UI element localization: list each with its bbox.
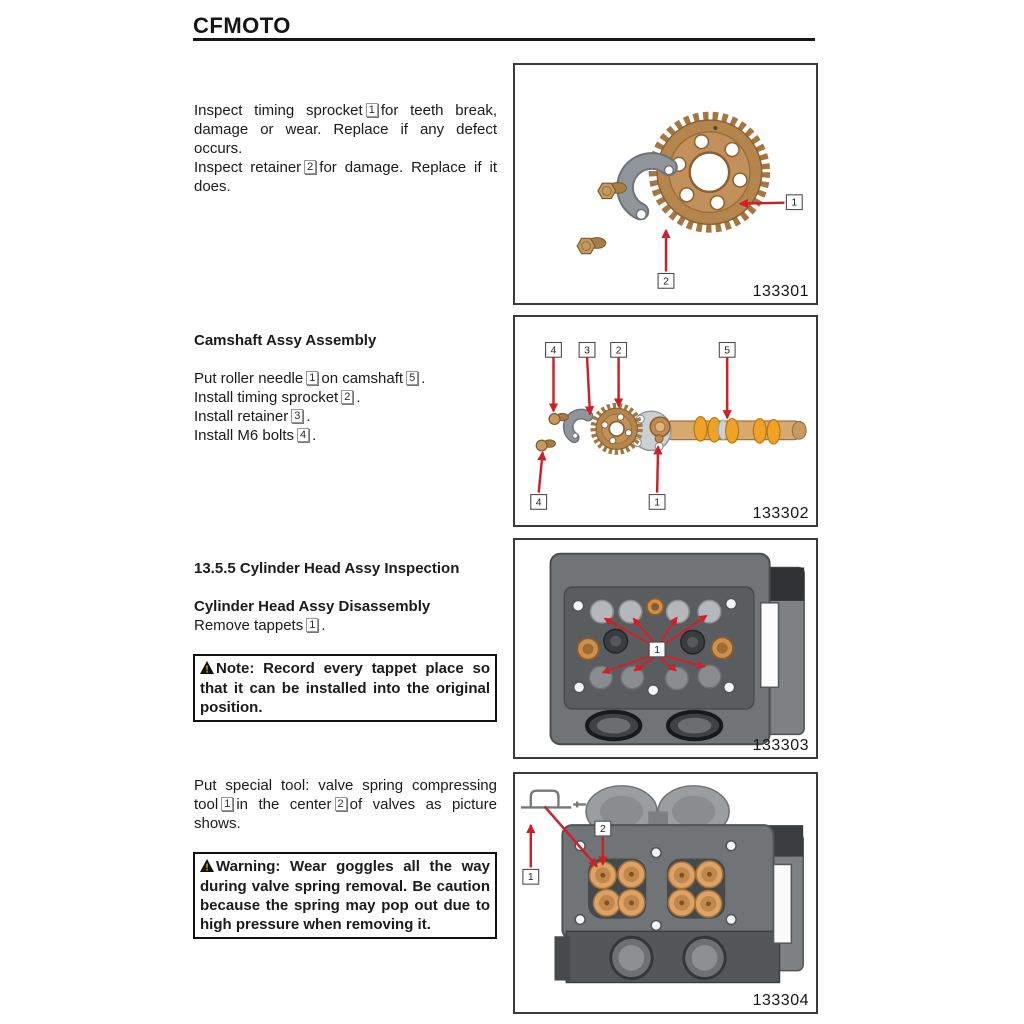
svg-text:2: 2 bbox=[599, 824, 606, 836]
note-box bbox=[193, 654, 497, 722]
text-segment: Install M6 bolts bbox=[194, 427, 295, 444]
warning-box bbox=[193, 852, 497, 939]
figure-callout-2 bbox=[611, 343, 627, 358]
svg-text:1: 1 bbox=[654, 644, 660, 656]
callout-chip: 1 bbox=[221, 797, 233, 811]
figure-callout-1 bbox=[523, 869, 539, 884]
instruction-line bbox=[194, 369, 497, 388]
head-disassembly-subheading: Cylinder Head Assy Disassembly bbox=[194, 598, 431, 615]
text-segment: . bbox=[321, 617, 326, 634]
callout-arrow bbox=[587, 357, 590, 414]
text-segment: Install retainer bbox=[194, 408, 289, 425]
callout-chip: 3 bbox=[291, 409, 303, 423]
svg-text:!: ! bbox=[205, 862, 209, 872]
text-segment: in the center bbox=[236, 796, 332, 813]
figure-cylinder-head-top bbox=[513, 538, 818, 759]
warning-icon bbox=[200, 660, 214, 679]
figure-callout-1 bbox=[649, 495, 665, 510]
svg-text:!: ! bbox=[205, 664, 209, 674]
camshaft-assembly-heading: Camshaft Assy Assembly bbox=[194, 332, 377, 349]
figure-number: 133304 bbox=[752, 992, 809, 1009]
instruction-line bbox=[194, 407, 497, 426]
text-segment: Put roller needle bbox=[194, 370, 304, 387]
figure-timing-sprocket bbox=[513, 63, 818, 305]
svg-text:2: 2 bbox=[663, 276, 669, 288]
figure-callout-4 bbox=[546, 343, 562, 358]
remove-tappets-line bbox=[194, 616, 497, 635]
figure-number: 133303 bbox=[752, 737, 809, 754]
text-segment: . bbox=[306, 408, 311, 425]
figure-number: 133302 bbox=[752, 505, 809, 522]
text-segment: Install timing sprocket bbox=[194, 389, 339, 406]
text-segment: of valves as picture shows. bbox=[194, 796, 497, 832]
figure-callout-2 bbox=[658, 273, 674, 288]
callout-arrow bbox=[657, 447, 658, 493]
callout-arrow bbox=[539, 452, 543, 492]
warning-icon bbox=[200, 858, 214, 877]
header-rule bbox=[193, 38, 815, 41]
figure-callout-3 bbox=[579, 343, 595, 358]
figure-callout-1 bbox=[786, 195, 802, 210]
text-segment: . bbox=[421, 370, 426, 387]
brand-logo: CFMOTO bbox=[193, 13, 291, 38]
svg-text:1: 1 bbox=[654, 497, 660, 509]
text-segment: Inspect timing sprocket bbox=[194, 102, 363, 119]
figure-callout-4b bbox=[531, 495, 547, 510]
figure-callout-2 bbox=[595, 821, 611, 836]
warning-text: Warning: Wear goggles all the way during valve spring removal. Be caution because the spring may pop out due to high pressure when removing it. bbox=[200, 858, 490, 933]
callout-chip: 1 bbox=[366, 103, 378, 117]
figure-camshaft-assembly bbox=[513, 315, 818, 527]
svg-text:2: 2 bbox=[615, 345, 622, 357]
figure-cylinder-head-valves bbox=[513, 772, 818, 1014]
figure-callout-5 bbox=[719, 343, 735, 358]
text-segment: for damage. Replace if it does. bbox=[194, 159, 497, 195]
svg-text:4: 4 bbox=[550, 345, 557, 357]
valve-spring-compressor-tool bbox=[521, 791, 586, 808]
cylinder-head-top-illustration bbox=[515, 540, 816, 757]
head-inspection-heading: 13.5.5 Cylinder Head Assy Inspection bbox=[194, 560, 460, 577]
text-segment: on camshaft bbox=[321, 370, 404, 387]
text-segment: . bbox=[356, 389, 361, 406]
svg-text:1: 1 bbox=[527, 872, 534, 884]
timing-sprocket-gear bbox=[594, 406, 639, 451]
figure-number: 133301 bbox=[752, 283, 809, 300]
camshaft-assembly-illustration bbox=[515, 317, 816, 525]
text-segment: Inspect retainer bbox=[194, 159, 302, 176]
figure-callout-1 bbox=[649, 642, 665, 657]
callout-chip: 2 bbox=[335, 797, 347, 811]
sprocket-bolt bbox=[577, 238, 606, 254]
callout-chip: 2 bbox=[341, 390, 353, 404]
note-text: Note: Record every tappet place so that it can be installed into the original position. bbox=[200, 660, 490, 716]
instruction-line bbox=[194, 388, 497, 407]
callout-chip: 2 bbox=[304, 160, 316, 174]
svg-text:5: 5 bbox=[724, 345, 731, 357]
text-segment: for teeth break, damage or wear. Replace if any defect occurs. bbox=[194, 102, 497, 157]
text-segment: . bbox=[312, 427, 317, 444]
svg-text:3: 3 bbox=[584, 345, 590, 357]
text-segment: Remove tappets bbox=[194, 617, 304, 634]
timing-sprocket-illustration bbox=[515, 65, 816, 303]
timing-sprocket-inspection-text bbox=[194, 101, 497, 196]
callout-chip: 5 bbox=[406, 371, 418, 385]
callout-chip: 1 bbox=[306, 618, 318, 632]
m6-bolt bbox=[536, 440, 555, 451]
valve-spring-tool-text bbox=[194, 776, 497, 833]
cylinder-head-valve-illustration bbox=[515, 774, 816, 1012]
retainer-plate bbox=[568, 414, 588, 438]
camshaft bbox=[665, 417, 806, 444]
svg-text:4: 4 bbox=[535, 497, 542, 509]
svg-text:1: 1 bbox=[791, 197, 798, 209]
instruction-line bbox=[194, 426, 497, 445]
callout-chip: 1 bbox=[306, 371, 318, 385]
callout-chip: 4 bbox=[297, 428, 309, 442]
camshaft-assembly-steps bbox=[194, 369, 497, 445]
callout-arrow bbox=[740, 203, 784, 204]
text-segment: Put special tool: valve spring compressing tool bbox=[194, 777, 497, 813]
